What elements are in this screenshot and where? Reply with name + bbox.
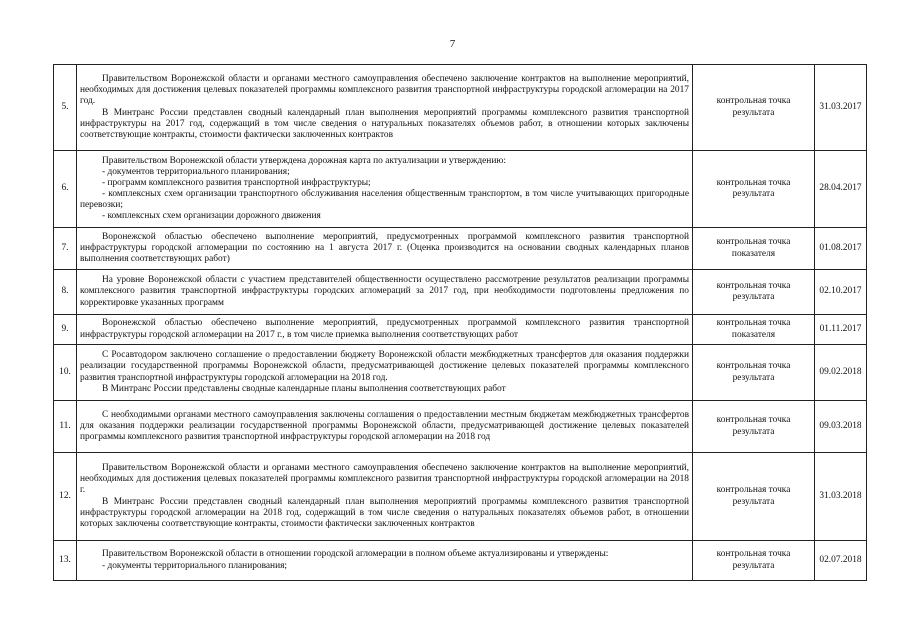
row-number: 6. [54, 151, 77, 228]
page-number: 7 [449, 38, 456, 50]
table-row [54, 345, 867, 401]
row-description [77, 65, 693, 151]
row-milestone-type: контрольная точка результата [693, 270, 815, 315]
row-description [77, 345, 693, 401]
row-number: 11. [54, 401, 77, 453]
row-description [77, 315, 693, 345]
row-milestone-type: контрольная точка результата [693, 151, 815, 228]
table-row [54, 541, 867, 581]
description-paragraph: Правительством Воронежской области утверждена дорожная карта по актуализации и утверждению: [102, 155, 506, 166]
row-number: 7. [54, 228, 77, 270]
table-row [54, 270, 867, 315]
description-paragraph: Правительством Воронежской области в отношении городской агломерации в полном объеме актуализированы и утверждены: [102, 549, 609, 560]
description-paragraph: Воронежской областью обеспечено выполнение мероприятий, предусмотренных программой комплексного развития транспортной инфраструктуры городской агломерации на 2017 г., в том числе приемка выполнения соответствующих работ [80, 318, 689, 340]
description-paragraph: С Росавтодором заключено соглашение о предоставлении бюджету Воронежской области межбюджетных трансфертов для оказания поддержки реализации государственной программы Воронежской области, предусматривающей достижение целевых показателей программы комплексного развития транспортной инфраструктуры городской агломерации на 2018 год. [80, 350, 689, 383]
row-description [77, 401, 693, 453]
row-number: 8. [54, 270, 77, 315]
row-number: 5. [54, 65, 77, 151]
row-milestone-type: контрольная точка результата [693, 401, 815, 453]
row-number: 10. [54, 345, 77, 401]
description-paragraph: Правительством Воронежской области и органами местного самоуправления обеспечено заключение контрактов на выполнение мероприятий, необходимых для достижения целевых показателей программы комплексного развития транспортной инфраструктуры городской агломерации на 2017 год. [80, 74, 689, 107]
row-milestone-type: контрольная точка результата [693, 65, 815, 151]
description-paragraph: В Минтранс России представлен сводный календарный план выполнения мероприятий программы комплексного развития транспортной инфраструктуры городской агломерации на 2018 год, содержащий в том числе сведения о натуральных показателях объемов работ, в отношении которых заключены соответствующие контракты, стоимости фактически заключенных контрактов [80, 496, 689, 529]
row-date: 02.07.2018 [815, 541, 867, 581]
row-date: 31.03.2017 [815, 65, 867, 151]
description-list-item: - документов территориального планирования; [102, 166, 290, 177]
row-date: 01.08.2017 [815, 228, 867, 270]
table-row [54, 228, 867, 270]
row-milestone-type: контрольная точка результата [693, 345, 815, 401]
description-list-item: - программ комплексного развития транспортной инфраструктуры; [102, 177, 371, 188]
row-date: 02.10.2017 [815, 270, 867, 315]
description-list-item: - комплексных схем организации транспортного обслуживания населения общественным транспортом, в том числе учитывающих пригородные перевозки; [80, 189, 689, 211]
row-number: 12. [54, 453, 77, 541]
table-row [54, 315, 867, 345]
row-description [77, 228, 693, 270]
milestones-table [53, 64, 867, 581]
description-paragraph: В Минтранс России представлен сводный календарный план выполнения мероприятий программы комплексного развития транспортной инфраструктуры на 2017 год, содержащий в том числе сведения о натуральных показателях объемов работ, в отношении которых заключены соответствующие контракты, стоимости фактически заключенных контрактов [80, 107, 689, 140]
milestones-table-body [54, 65, 867, 581]
description-list-item: - комплексных схем организации дорожного движения [102, 211, 321, 222]
description-paragraph: С необходимыми органами местного самоуправления заключены соглашения о предоставлении местным бюджетам межбюджетных трансфертов для оказания поддержки реализации государственной программы Воронежской области, предусматривающей достижение целевых показателей программы комплексного развития транспортной инфраструктуры городской агломерации на 2018 год [80, 409, 689, 443]
table-row [54, 65, 867, 151]
row-milestone-type: контрольная точка показателя [693, 228, 815, 270]
table-row [54, 401, 867, 453]
row-number: 13. [54, 541, 77, 581]
row-milestone-type: контрольная точка показателя [693, 315, 815, 345]
table-row [54, 453, 867, 541]
row-number: 9. [54, 315, 77, 345]
row-date: 31.03.2018 [815, 453, 867, 541]
row-milestone-type: контрольная точка результата [693, 541, 815, 581]
description-paragraph: Правительством Воронежской области и органами местного самоуправления обеспечено заключение контрактов на выполнение мероприятий, необходимых для достижения целевых показателей программы комплексного развития транспортной инфраструктуры городской агломерации на 2018 г. [80, 463, 689, 496]
row-description [77, 151, 693, 228]
description-paragraph: Воронежской областью обеспечено выполнение мероприятий, предусмотренных программой комплексного развития транспортной инфраструктуры городской агломерации по состоянию на 1 августа 2017 г. (Оценка производится на основании сводных календарных планов выполнения соответствующих работ) [80, 231, 689, 265]
table-row [54, 151, 867, 228]
description-paragraph: На уровне Воронежской области с участием представителей общественности осуществлено рассмотрение результатов реализации программы комплексного развития транспортной инфраструктуры городских агломераций за 2017 год, при необходимости подготовлены предложения по корректировке указанных программ [80, 275, 689, 308]
row-milestone-type: контрольная точка результата [693, 453, 815, 541]
row-description [77, 541, 693, 581]
description-list-item: - документы территориального планирования; [102, 560, 287, 571]
row-description [77, 453, 693, 541]
row-date: 09.02.2018 [815, 345, 867, 401]
row-date: 01.11.2017 [815, 315, 867, 345]
row-date: 09.03.2018 [815, 401, 867, 453]
row-date: 28.04.2017 [815, 151, 867, 228]
description-paragraph: В Минтранс России представлены сводные календарные планы выполнения соответствующих работ [102, 383, 506, 394]
row-description [77, 270, 693, 315]
